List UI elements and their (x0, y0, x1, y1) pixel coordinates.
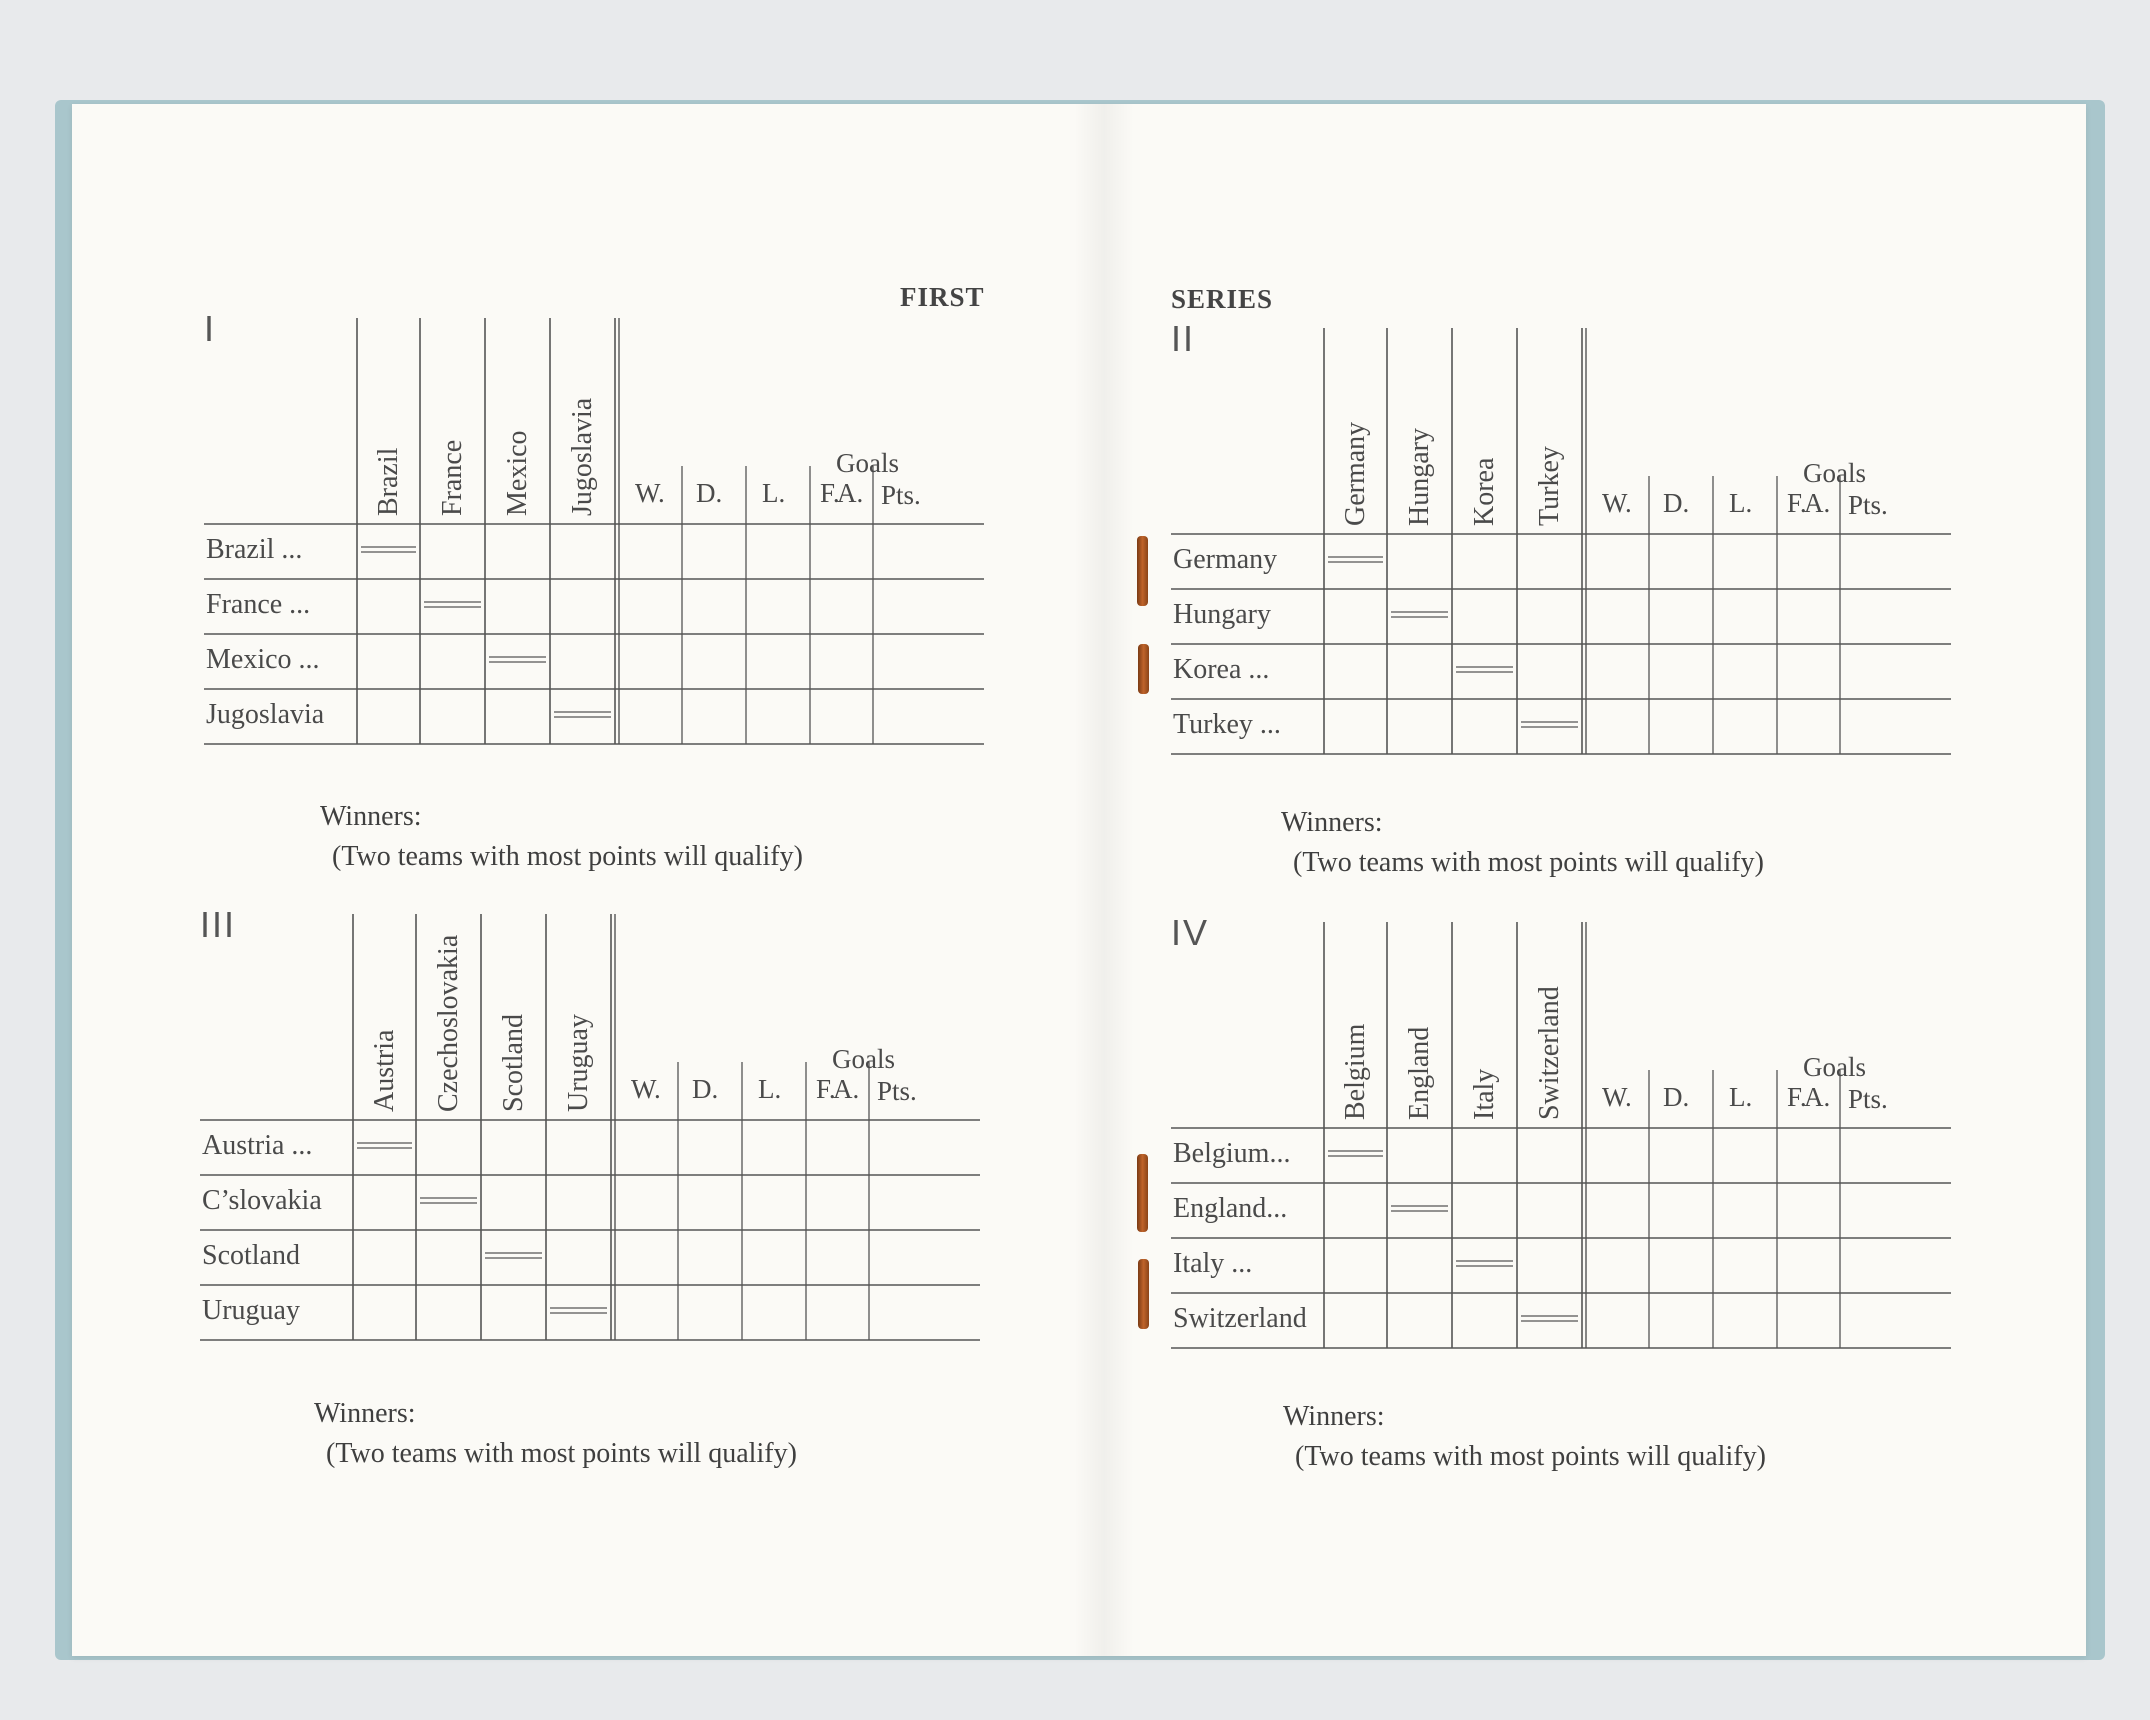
column-team-name: Czechoslovakia (432, 934, 464, 1112)
row-team-name: Uruguay (202, 1295, 300, 1326)
column-team-name: Austria (368, 1029, 400, 1112)
stat-header-l: L. (1729, 488, 1753, 518)
stat-header-f: F. (820, 478, 840, 508)
column-team-name: Italy (1468, 1068, 1500, 1120)
group-1-table (204, 308, 1004, 768)
staple-top-lower (1138, 644, 1149, 694)
grid-lines (1171, 912, 1971, 1358)
winners-label: Winners: (320, 801, 422, 832)
stat-header-a: A. (1804, 1082, 1831, 1112)
group-numeral: II (1171, 318, 1196, 359)
stat-header-pts: Pts. (1848, 1084, 1888, 1114)
column-team-name: Hungary (1403, 428, 1435, 526)
row-team-name: Mexico ... (206, 644, 320, 675)
winners-label: Winners: (314, 1398, 416, 1429)
row-team-name: Jugoslavia (206, 699, 325, 730)
row-team-name: Germany (1173, 544, 1278, 575)
column-team-name: Uruguay (562, 1014, 594, 1112)
row-team-name: Belgium... (1173, 1138, 1291, 1169)
qualify-note: (Two teams with most points will qualify) (1295, 1441, 1766, 1472)
row-team-name: Austria ... (202, 1130, 313, 1161)
stat-header-d: D. (1663, 488, 1690, 518)
group-numeral: III (200, 904, 237, 945)
stat-header-l: L. (758, 1074, 782, 1104)
booklet-spine (1074, 104, 1134, 1656)
group-3-table (200, 904, 1000, 1364)
grid-lines (1171, 318, 1971, 764)
heading-series: SERIES (1171, 284, 1274, 314)
column-team-name: England (1403, 1026, 1435, 1120)
stat-header-l: L. (762, 478, 786, 508)
column-team-name: Korea (1468, 457, 1500, 526)
stat-header-goals: Goals (1803, 458, 1866, 488)
stat-header-pts: Pts. (881, 480, 921, 510)
group-4-table (1171, 912, 1971, 1372)
stat-header-pts: Pts. (877, 1076, 917, 1106)
stat-header-l: L. (1729, 1082, 1753, 1112)
column-team-name: Turkey (1533, 446, 1565, 526)
group-2-table (1171, 318, 1971, 778)
stat-header-a: A. (833, 1074, 860, 1104)
stat-header-goals: Goals (832, 1044, 895, 1074)
row-team-name: Korea ... (1173, 654, 1270, 685)
group-2-winners (1281, 803, 1764, 883)
heading-first: FIRST (900, 282, 985, 312)
column-team-name: Belgium (1339, 1023, 1371, 1120)
booklet-spread (72, 104, 2086, 1656)
grid-lines (200, 904, 1000, 1350)
column-team-name: Mexico (501, 430, 533, 516)
group-3-winners (314, 1394, 797, 1474)
winners-label: Winners: (1283, 1401, 1385, 1432)
row-team-name: Scotland (202, 1240, 300, 1271)
stat-header-f: F. (1787, 488, 1807, 518)
stat-header-w: W. (1602, 1082, 1632, 1112)
stat-header-d: D. (1663, 1082, 1690, 1112)
row-team-name: C’slovakia (202, 1185, 322, 1216)
stat-header-w: W. (631, 1074, 661, 1104)
staple-bottom (1137, 1154, 1148, 1232)
row-team-name: Hungary (1173, 599, 1271, 630)
stat-header-a: A. (1804, 488, 1831, 518)
column-team-name: Brazil (372, 447, 404, 516)
row-team-name: Italy ... (1173, 1248, 1253, 1279)
stat-header-a: A. (837, 478, 864, 508)
stat-header-f: F. (816, 1074, 836, 1104)
stat-header-goals: Goals (836, 448, 899, 478)
group-numeral: IV (1171, 912, 1210, 953)
winners-label: Winners: (1281, 807, 1383, 838)
qualify-note: (Two teams with most points will qualify) (332, 841, 803, 872)
qualify-note: (Two teams with most points will qualify) (1293, 847, 1764, 878)
column-team-name: Scotland (497, 1014, 529, 1112)
column-team-name: France (436, 439, 468, 516)
stat-header-d: D. (696, 478, 723, 508)
stat-header-w: W. (635, 478, 665, 508)
column-team-name: Jugoslavia (566, 397, 598, 516)
stat-header-goals: Goals (1803, 1052, 1866, 1082)
column-team-name: Germany (1339, 421, 1371, 526)
staple-top (1137, 536, 1148, 606)
stat-header-d: D. (692, 1074, 719, 1104)
stat-header-w: W. (1602, 488, 1632, 518)
group-4-winners (1283, 1397, 1766, 1477)
group-1-winners (320, 797, 803, 877)
stat-header-pts: Pts. (1848, 490, 1888, 520)
qualify-note: (Two teams with most points will qualify) (326, 1438, 797, 1469)
row-team-name: Brazil ... (206, 534, 303, 565)
group-numeral: I (204, 308, 217, 349)
row-team-name: France ... (206, 589, 311, 620)
row-team-name: Turkey ... (1173, 709, 1281, 740)
stat-header-f: F. (1787, 1082, 1807, 1112)
grid-lines (204, 308, 1004, 754)
staple-bottom-lower (1138, 1259, 1149, 1329)
row-team-name: Switzerland (1173, 1303, 1307, 1334)
row-team-name: England... (1173, 1193, 1288, 1224)
column-team-name: Switzerland (1533, 986, 1565, 1120)
